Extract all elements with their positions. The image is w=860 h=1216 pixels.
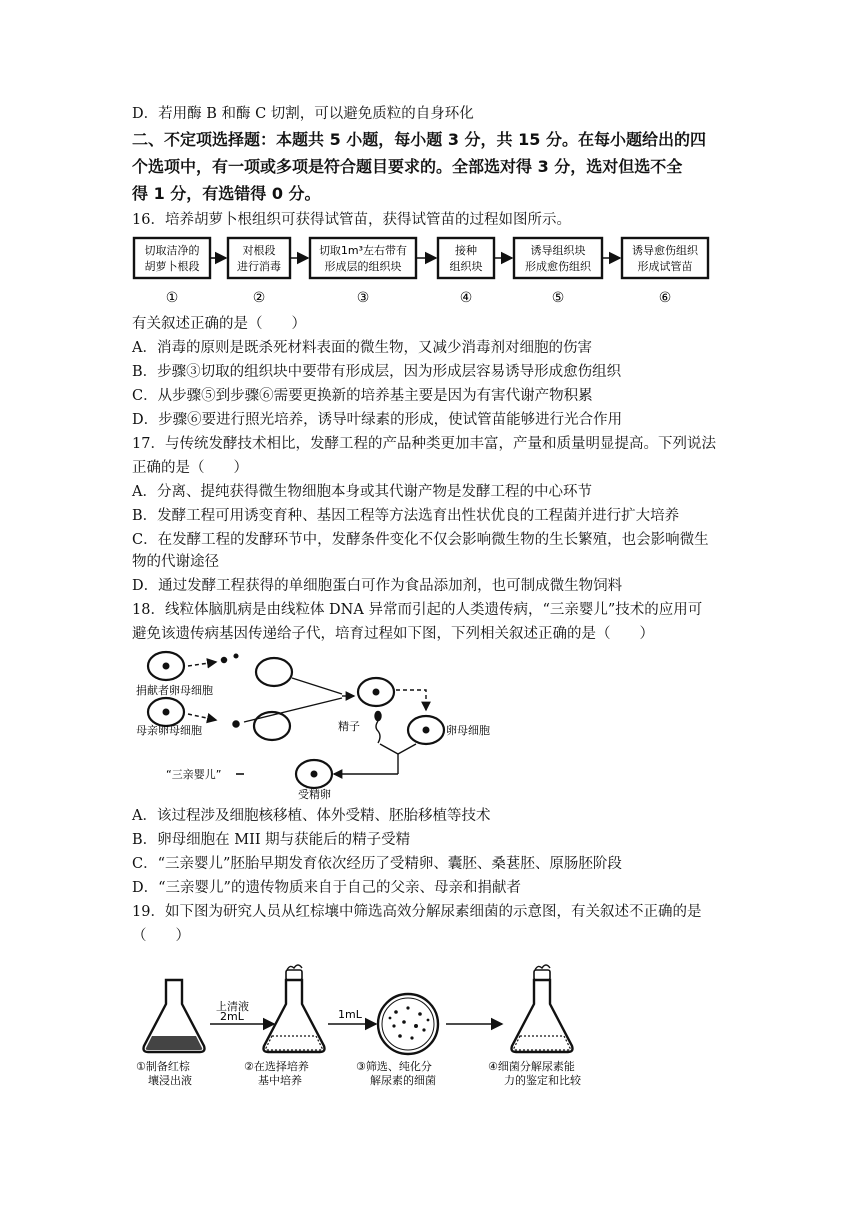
svg-text:2mL: 2mL [220, 1010, 244, 1023]
mother-oocyte-label: 母亲卵母细胞 [136, 724, 202, 737]
mother-remaining-cell [254, 712, 290, 740]
svg-text:④: ④ [459, 290, 473, 306]
svg-text:形成层的组织块: 形成层的组织块 [324, 260, 402, 273]
section-heading-line-2: 个选项中，有一项或多项是符合题目要求的。全部选对得 3 分，选对但选不全 [132, 157, 683, 176]
svg-text:诱导愈伤组织: 诱导愈伤组织 [632, 244, 698, 257]
mature-oocyte-cell [408, 716, 444, 744]
q16-flow-diagram [132, 236, 732, 312]
svg-text:①制备红棕: ①制备红棕 [136, 1060, 190, 1073]
line-q15-option-d: D．若用酶 B 和酶 C 切割，可以避免质粒的自身环化 [132, 106, 474, 122]
q16-option-d: D．步骤⑥要进行照光培养，诱导叶绿素的形成，使试管苗能够进行光合作用 [132, 412, 623, 428]
mature-oocyte-label: 卵母细胞 [446, 724, 490, 737]
arrow-2 [328, 1008, 376, 1024]
q16-stem: 16．培养胡萝卜根组织可获得试管苗，获得试管苗的过程如图所示。 [132, 212, 571, 228]
q19-stem-line-2: （ ） [132, 928, 190, 944]
svg-text:④细菌分解尿素能: ④细菌分解尿素能 [488, 1060, 575, 1073]
sperm-label: 精子 [338, 720, 360, 733]
q18-option-b: B．卵母细胞在 MII 期与获能后的精子受精 [132, 832, 411, 848]
zygote-cell [296, 760, 332, 788]
q18-option-d: D．“三亲婴儿”的遗传物质来自于自己的父亲、母亲和捐献者 [132, 880, 521, 896]
svg-text:③筛选、纯化分: ③筛选、纯化分 [356, 1060, 432, 1073]
q17-option-a: A．分离、提纯获得微生物细胞本身或其代谢产物是发酵工程的中心环节 [132, 484, 592, 500]
arrow-to-mature-oocyte [396, 690, 426, 710]
q16-question: 有关叙述正确的是（ ） [132, 316, 306, 332]
svg-text:诱导组织块: 诱导组织块 [530, 244, 586, 257]
q18-option-a: A．该过程涉及细胞核移植、体外受精、胚胎移植等技术 [132, 808, 491, 824]
svg-text:③: ③ [356, 290, 370, 306]
q17-stem-line-1: 17．与传统发酵技术相比，发酵工程的产品种类更加丰富，产量和质量明显提高。下列说法 [132, 436, 716, 452]
fertilization-lines [334, 744, 416, 774]
svg-text:切取1m³左右带有: 切取1m³左右带有 [318, 244, 408, 257]
svg-text:⑥: ⑥ [658, 290, 672, 306]
q17-option-d: D．通过发酵工程获得的单细胞蛋白可作为食品添加剂，也可制成微生物饲料 [132, 578, 623, 594]
q17-option-b: B．发酵工程可用诱变育种、基因工程等方法选育出性状优良的工程菌并进行扩大培养 [132, 508, 680, 524]
donor-nucleus-removed [188, 654, 238, 666]
q16-option-b: B．步骤③切取的组织块中要带有形成层，因为形成层容易诱导形成愈伤组织 [132, 364, 622, 380]
three-parent-baby-label: “三亲婴儿” [166, 768, 222, 781]
q16-option-a: A．消毒的原则是既杀死材料表面的微生物，又减少消毒剂对细胞的伤害 [132, 340, 592, 356]
flow-step-1 [134, 238, 210, 278]
q19-stem-line-1: 19．如下图为研究人员从红棕壤中筛选高效分解尿素细菌的示意图，有关叙述不正确的是 [132, 904, 702, 920]
flow-step-4 [438, 238, 494, 278]
q16-option-c: C．从步骤⑤到步骤⑥需要更换新的培养基主要是因为有害代谢产物积累 [132, 388, 593, 404]
mother-oocyte-cell [148, 698, 184, 726]
flow-step-3 [310, 238, 416, 278]
reconstructed-oocyte [358, 678, 394, 706]
svg-text:⑤: ⑤ [551, 290, 565, 306]
svg-text:1mL: 1mL [338, 1008, 362, 1021]
svg-text:形成愈伤组织: 形成愈伤组织 [525, 260, 591, 273]
svg-text:组织块: 组织块 [449, 260, 483, 273]
section-heading-line-1: 二、不定项选择题：本题共 5 小题，每小题 3 分，共 15 分。在每小题给出的四 [132, 130, 706, 149]
flask-4-identification [512, 965, 573, 1052]
q18-option-c: C．“三亲婴儿”胚胎早期发育依次经历了受精卵、囊胚、桑葚胚、原肠胚阶段 [132, 856, 622, 872]
flask-1-soil-extract [144, 980, 205, 1052]
arrow-1 [210, 999, 274, 1024]
q19-screening-diagram [132, 960, 612, 1094]
svg-text:②: ② [252, 290, 266, 306]
svg-text:接种: 接种 [455, 244, 477, 257]
svg-text:切取洁净的: 切取洁净的 [144, 244, 200, 257]
sperm-cell [375, 712, 381, 744]
zygote-label: 受精卵 [298, 788, 331, 800]
q18-three-parent-diagram [132, 648, 492, 800]
donor-oocyte-cell [148, 652, 184, 680]
svg-text:②在选择培养: ②在选择培养 [244, 1060, 309, 1073]
svg-text:对根段: 对根段 [242, 244, 276, 257]
flow-step-numbers [166, 290, 672, 306]
flow-step-2 [228, 238, 290, 278]
q17-option-c-line-2: 物的代谢途径 [132, 554, 219, 570]
flow-step-5 [514, 238, 602, 278]
svg-text:基中培养: 基中培养 [258, 1074, 302, 1087]
q17-option-c-line-1: C．在发酵工程的发酵环节中，发酵条件变化不仅会影响微生物的生长繁殖，也会影响微生 [132, 532, 709, 548]
q18-stem-line-2: 避免该遗传病基因传递给子代，培育过程如下图，下列相关叙述正确的是（ ） [132, 626, 654, 642]
svg-text:上清液: 上清液 [216, 1000, 249, 1013]
flow-step-6 [622, 238, 708, 278]
svg-text:力的鉴定和比较: 力的鉴定和比较 [504, 1074, 581, 1087]
enucleated-donor-oocyte [256, 658, 292, 686]
section-heading-line-3: 得 1 分，有选错得 0 分。 [132, 184, 321, 203]
svg-text:胡萝卜根段: 胡萝卜根段 [144, 260, 200, 273]
svg-text:解尿素的细菌: 解尿素的细菌 [370, 1074, 436, 1087]
petri-dish-colonies [378, 994, 438, 1054]
q17-stem-line-2: 正确的是（ ） [132, 460, 248, 476]
step-captions [136, 1059, 582, 1087]
svg-text:①: ① [165, 290, 179, 306]
flask-2-selective-medium [264, 965, 325, 1052]
svg-text:壤浸出液: 壤浸出液 [148, 1074, 192, 1087]
donor-oocyte-label: 捐献者卵母细胞 [136, 684, 213, 697]
q18-stem-line-1: 18．线粒体脑肌病是由线粒体 DNA 异常而引起的人类遗传病，“三亲婴儿”技术的应用可 [132, 602, 703, 618]
svg-text:形成试管苗: 形成试管苗 [637, 260, 693, 273]
svg-text:进行消毒: 进行消毒 [237, 260, 281, 273]
